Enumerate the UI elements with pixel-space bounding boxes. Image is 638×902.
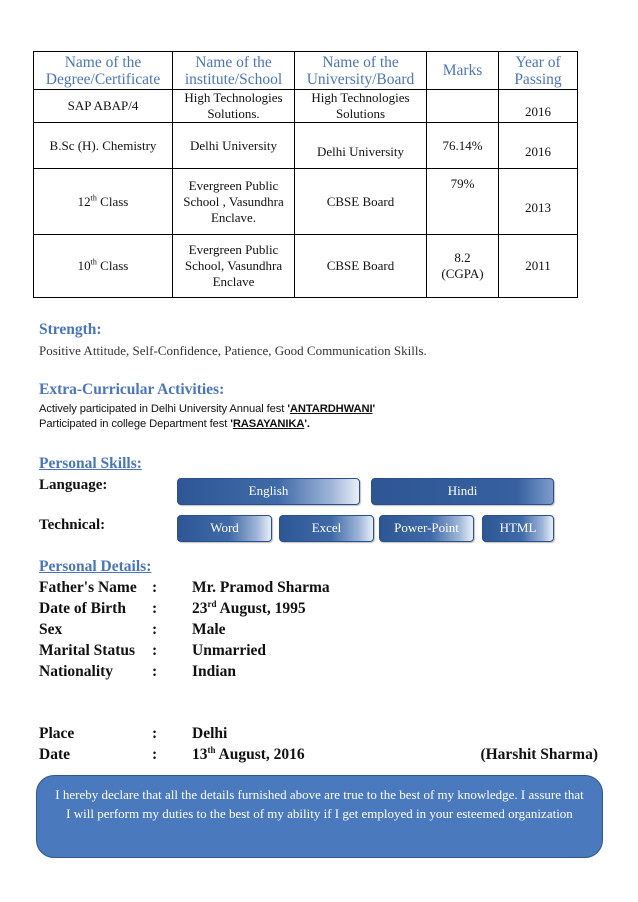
cell-marks: 8.2 (CGPA): [427, 235, 499, 298]
extra-activity-1: Actively participated in Delhi University Annual fest 'ANTARDHWANI': [39, 403, 376, 415]
cell-university: High Technologies Solutions: [295, 90, 427, 123]
strength-text: Positive Attitude, Self-Confidence, Patience, Good Communication Skills.: [39, 343, 427, 358]
education-table: [33, 51, 578, 298]
signature-name: (Harshit Sharma): [480, 746, 598, 763]
skill-pill-word: Word: [177, 515, 272, 542]
cell-year: 2016: [499, 90, 578, 123]
header-year: Year of Passing: [499, 52, 578, 90]
cell-institute: Delhi University: [173, 123, 295, 169]
cell-degree: B.Sc (H). Chemistry: [34, 123, 173, 169]
header-degree: Name of the Degree/Certificate: [34, 52, 173, 90]
table-row: [34, 90, 578, 123]
cell-marks: 79%: [427, 169, 499, 235]
cell-university: CBSE Board: [295, 235, 427, 298]
header-marks: Marks: [427, 52, 499, 90]
cell-year: 2016: [499, 123, 578, 169]
cell-degree: 12th Class: [34, 169, 173, 235]
declaration-box: [36, 775, 603, 858]
skill-pill-hindi: Hindi: [371, 478, 554, 505]
cell-marks: 76.14%: [427, 123, 499, 169]
skill-pill-excel: Excel: [279, 515, 374, 542]
cell-institute: High Technologies Solutions.: [173, 90, 295, 123]
cell-university: CBSE Board: [295, 169, 427, 235]
technical-label: Technical:: [39, 517, 106, 533]
personal-skills-heading: Personal Skills:: [39, 455, 142, 472]
extra-activity-2: Participated in college Department fest 'RASAYANIKA'.: [39, 418, 310, 430]
cell-degree: 10th Class: [34, 235, 173, 298]
cell-year: 2013: [499, 169, 578, 235]
extra-curricular-heading: Extra-Curricular Activities:: [39, 381, 225, 398]
table-row: [34, 235, 578, 298]
skill-pill-powerpoint: Power-Point: [379, 515, 474, 542]
cell-institute: Evergreen Public School , Vasundhra Enclave.: [173, 169, 295, 235]
table-header-row: [34, 52, 578, 90]
header-university: Name of the University/Board: [295, 52, 427, 90]
table-row: [34, 123, 578, 169]
skill-pill-html: HTML: [482, 515, 554, 542]
header-institute: Name of the institute/School: [173, 52, 295, 90]
cell-marks: [427, 90, 499, 123]
cell-degree: SAP ABAP/4: [34, 90, 173, 123]
cell-institute: Evergreen Public School, Vasundhra Enclave: [173, 235, 295, 298]
table-row: [34, 169, 578, 235]
language-label: Language:: [39, 477, 108, 493]
cell-university: Delhi University: [295, 123, 427, 169]
skill-pill-english: English: [177, 478, 360, 505]
declaration-text: I hereby declare that all the details furnished above are true to the best of my knowledge. I assure that I will perform my duties to the best of my ability if I get employed in your esteemed organization: [55, 787, 584, 821]
cell-year: 2011: [499, 235, 578, 298]
strength-heading: Strength:: [39, 321, 102, 338]
personal-details-heading: Personal Details:: [39, 558, 152, 575]
